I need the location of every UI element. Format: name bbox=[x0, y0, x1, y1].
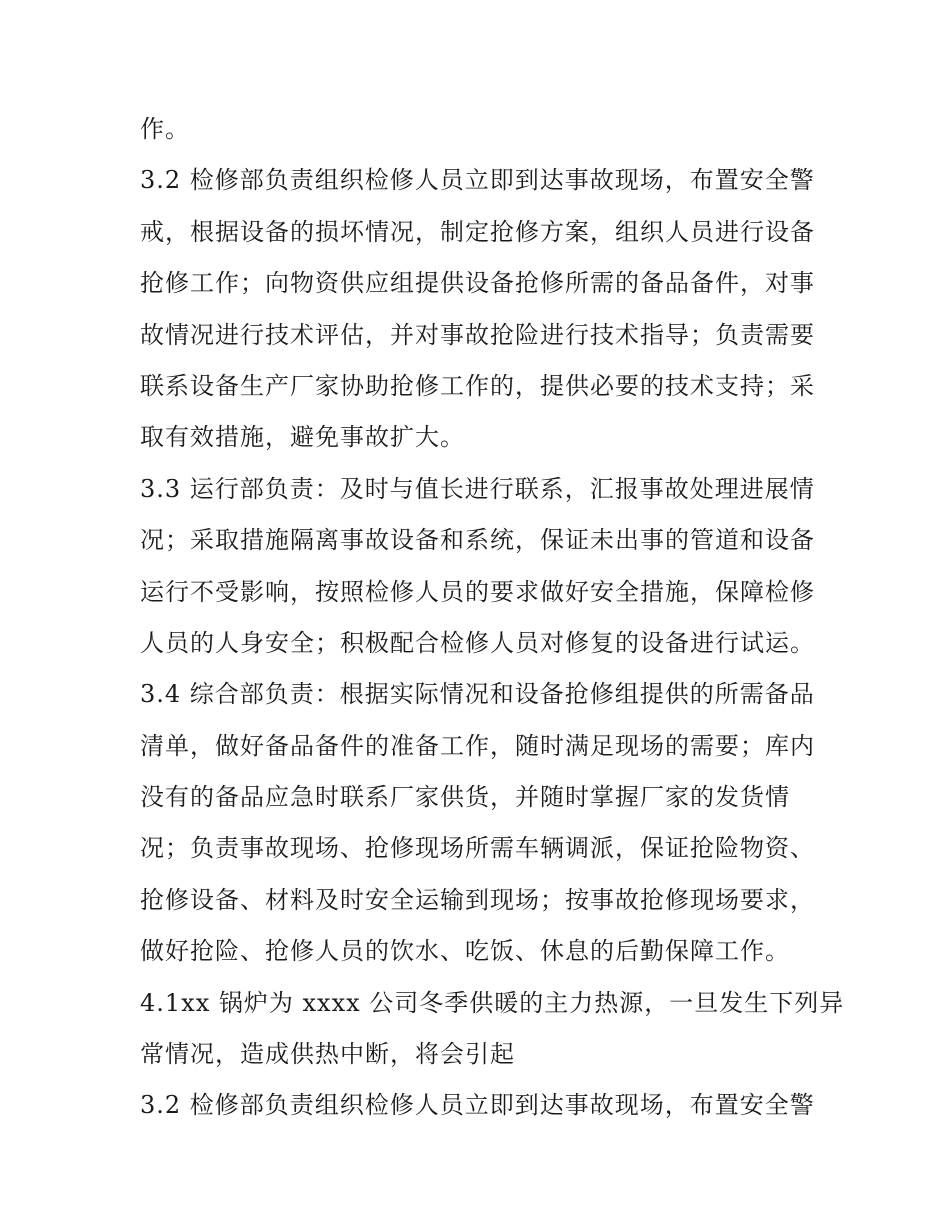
text-line: 戒，根据设备的损坏情况，制定抢修方案，组织人员进行设备 bbox=[140, 217, 815, 246]
text-line: 人员的人身安全；积极配合检修人员对修复的设备进行试运。 bbox=[140, 628, 815, 657]
text-line: 作。 bbox=[140, 115, 190, 143]
text-line: 做好抢险、抢修人员的饮水、吃饭、休息的后勤保障工作。 bbox=[140, 937, 790, 966]
text-line: 3.4 综合部负责：根据实际情况和设备抢修组提供的所需备品 bbox=[140, 680, 815, 709]
text-line: 常情况，造成供热中断，将会引起 bbox=[140, 1040, 515, 1069]
text-line: 联系设备生产厂家协助抢修工作的，提供必要的技术支持；采 bbox=[140, 371, 815, 400]
text-line: 3.3 运行部负责：及时与值长进行联系，汇报事故处理进展情 bbox=[140, 474, 815, 503]
text-line: 况；采取措施隔离事故设备和系统，保证未出事的管道和设备 bbox=[140, 526, 815, 555]
text-line: 故情况进行技术评估，并对事故抢险进行技术指导；负责需要 bbox=[140, 320, 815, 349]
text-line: 运行不受影响，按照检修人员的要求做好安全措施，保障检修 bbox=[140, 577, 815, 606]
text-line: 取有效措施，避免事故扩大。 bbox=[140, 423, 465, 452]
text-line: 清单，做好备品备件的准备工作，随时满足现场的需要；库内 bbox=[140, 731, 815, 760]
text-line: 3.2 检修部负责组织检修人员立即到达事故现场，布置安全警 bbox=[140, 166, 815, 195]
text-line: 3.2 检修部负责组织检修人员立即到达事故现场，布置安全警 bbox=[140, 1091, 815, 1120]
text-line: 况；负责事故现场、抢修现场所需车辆调派，保证抢险物资、 bbox=[140, 834, 815, 863]
text-line: 4.1xx 锅炉为 xxxx 公司冬季供暖的主力热源，一旦发生下列异 bbox=[140, 988, 845, 1017]
document-body bbox=[140, 104, 845, 1132]
text-line: 没有的备品应急时联系厂家供货，并随时掌握厂家的发货情 bbox=[140, 783, 790, 812]
text-line: 抢修设备、材料及时安全运输到现场；按事故抢修现场要求， bbox=[140, 885, 815, 914]
text-line: 抢修工作；向物资供应组提供设备抢修所需的备品备件，对事 bbox=[140, 269, 815, 298]
